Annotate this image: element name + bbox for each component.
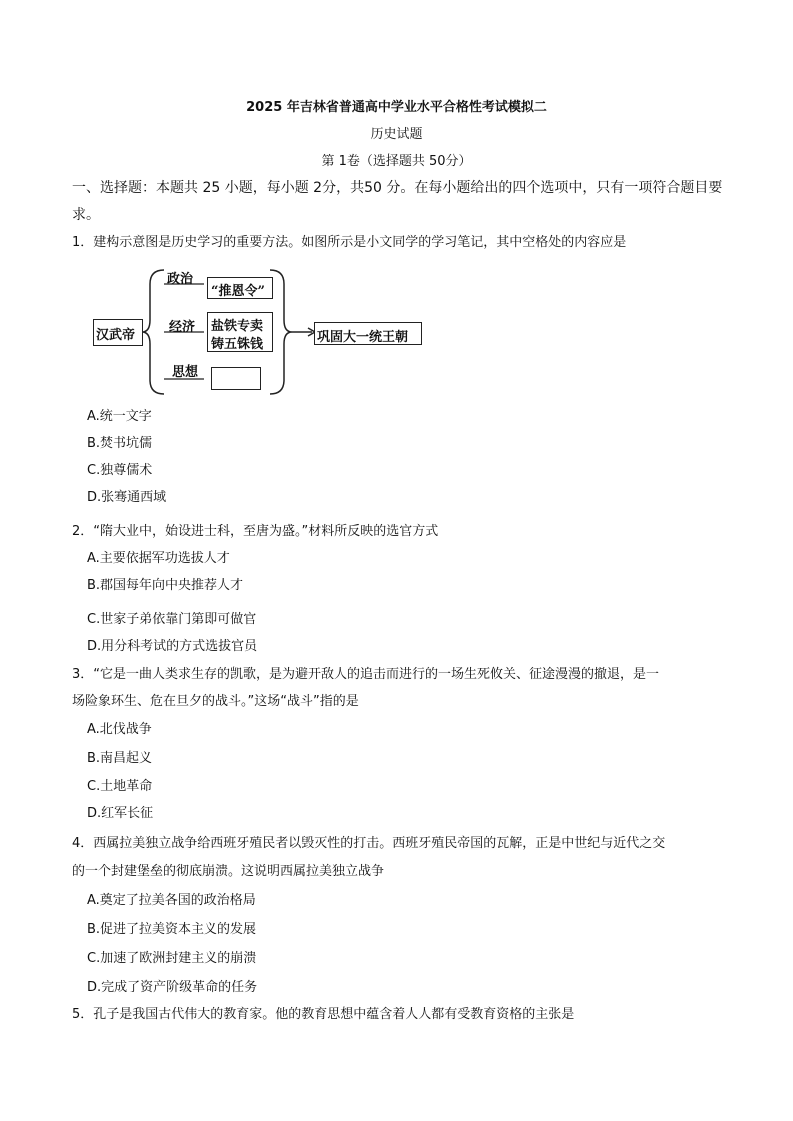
q4-option-c: C.加速了欧洲封建主义的崩溃 [87,951,257,966]
result-label: 巩固大一统王朝 [317,330,409,345]
q2-option-d: D.用分科考试的方式选拔官员 [87,639,258,654]
thought-label: 思想 [172,365,199,380]
question-3-stem-line-2: 场险象环生、危在旦夕的战斗。”这场“战斗”指的是 [72,694,359,709]
q1-option-d: D.张骞通西域 [87,490,167,505]
q3-option-a: A.北伐战争 [87,722,152,737]
q2-option-c: C.世家子弟依靠门第即可做官 [87,612,257,627]
instructions-line-1: 一、选择题：本题共 25 小题，每小题 2分，共50 分。在每小题给出的四个选项中，只有一项符合题目要 [72,180,723,196]
thought-blank-box [211,367,261,390]
q4-option-b: B.促进了拉美资本主义的发展 [87,922,257,937]
q2-option-a: A.主要依据军功选拔人才 [87,551,230,566]
question-2-stem: 2．“隋大业中，始设进士科，至唐为盛。”材料所反映的选官方式 [72,524,439,539]
economy-box [207,312,273,352]
left-brace [142,270,164,394]
q4-option-d: D.完成了资产阶级革命的任务 [87,980,258,995]
question-1-stem: 1．建构示意图是历史学习的重要方法。如图所示是小文同学的学习笔记，其中空格处的内容应是 [72,235,627,250]
q3-option-d: D.红军长征 [87,806,154,821]
economy-label: 经济 [169,320,196,335]
instructions-line-2: 求。 [72,207,100,223]
politics-box-text: “推恩令” [211,284,265,299]
diagram-left-label: 汉武帝 [96,328,136,343]
economy-box-line-2: 铸五铢钱 [211,337,264,352]
q1-option-b: B.焚书坑儒 [87,436,153,451]
exam-title: 2025 年吉林省普通高中学业水平合格性考试模拟二 [246,100,547,115]
q1-option-c: C.独尊儒术 [87,463,153,478]
politics-label: 政治 [167,272,194,287]
subject-title: 历史试题 [370,127,423,142]
question-4-stem-line-1: 4．西属拉美独立战争给西班牙殖民者以毁灭性的打击。西班牙殖民帝国的瓦解，正是中世纪与近代之交 [72,836,666,851]
q1-option-a: A.统一文字 [87,409,152,424]
politics-box [207,277,273,299]
question-4-stem-line-2: 的一个封建堡垒的彻底崩溃。这说明西属拉美独立战争 [72,864,385,879]
question-3-stem-line-1: 3．“它是一曲人类求生存的凯歌，是为避开敌人的追击而进行的一场生死攸关、征途漫漫的撤退，是一 [72,667,660,682]
result-box [314,322,422,345]
q4-option-a: A.奠定了拉美各国的政治格局 [87,893,256,908]
q2-option-b: B.郡国每年向中央推荐人才 [87,578,244,593]
q3-option-c: C.土地革命 [87,779,153,794]
q3-option-b: B.南昌起义 [87,751,153,766]
right-brace [270,270,292,394]
volume-title: 第 1卷（选择题共 50分） [321,154,472,169]
diagram-left-box [93,319,143,346]
economy-box-line-1: 盐铁专卖 [211,319,264,334]
question-5-stem: 5．孔子是我国古代伟大的教育家。他的教育思想中蕴含着人人都有受教育资格的主张是 [72,1007,575,1022]
